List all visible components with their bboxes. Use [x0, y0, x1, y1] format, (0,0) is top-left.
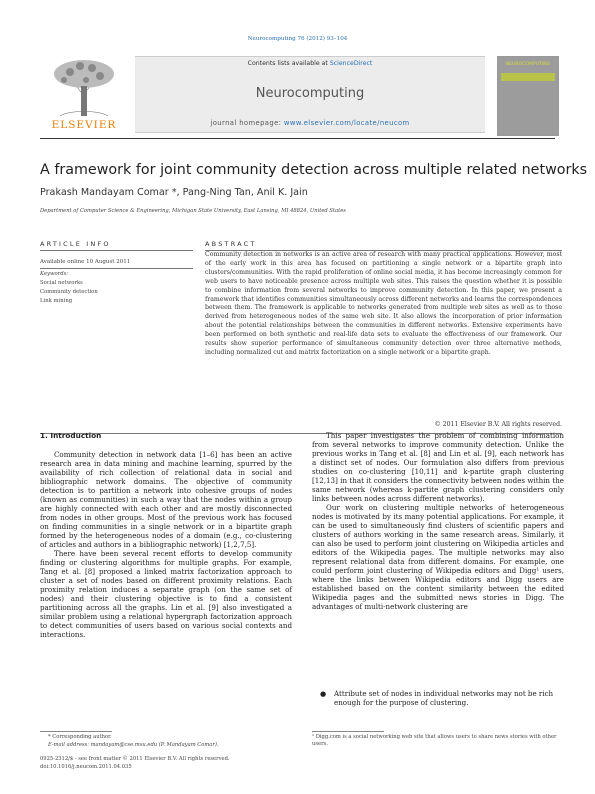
running-header[interactable]: Neurocomputing 76 (2012) 93–104 [247, 36, 348, 42]
paragraph: This paper investigates the problem of combining information from several networks to improve community detection. Unlike the previous works in Tang et al. [8] and Lin et al. [9], each network has a distinct set of nodes. Our formulation also differs from previous studies on co-clustering [10,11] and k-partite graph clustering [12,13] in that it considers the connectivity between nodes within the same network (whereas k-partite graph clustering considers only links between nodes across different networks). [312, 431, 564, 503]
cover-band [501, 73, 555, 81]
contents-line [135, 60, 485, 67]
paragraph: Our work on clustering multiple networks of heterogeneous nodes is motivated by its many potential applications. For example, it can be used to simultaneously find clusters of scientific papers and clusters of authors working in the same research areas. Similarly, it can also be used to perform joint clustering on Wikipedia articles and editors of the Wikipedia pages. The multiple networks may also represent relational data from different domains. For example, one could perform joint clustering of Wikipedia editors and Digg¹ users, where the links between Wikipedia editors and Digg users are established based on the content similarity between the edited Wikipedia pages and the submitted news stories in Digg. The advantages of multi-network clustering are [312, 503, 564, 611]
bullet-dot-icon: ● [320, 689, 327, 698]
cover-title: NEUROCOMPUTING [505, 62, 551, 67]
available-online: Available online 10 August 2011 [40, 259, 131, 265]
paragraph: Community detection in network data [1–6] has been an active research area in data mining and machine learning, spurred by the availability of rich collection of relational data in social and bibliographic network domains. The objective of community detection is to partition a network into cohesive groups of nodes (known as communities) in such a way that the nodes within a group are highly connected with each other and are mostly disconnected from nodes in other groups. Most of the previous work has focused on finding communities in a single network or in a bipartite graph formed by the heterogeneous nodes of a domain (e.g., co-clustering of articles and authors in a bibliographic network) [1,2,7,5]. [40, 450, 292, 549]
copyright: © 2011 Elsevier B.V. All rights reserved. [434, 421, 562, 428]
section-title: 1. Introduction [40, 431, 102, 440]
article-info-rule [40, 250, 193, 251]
header-rule [40, 138, 555, 139]
elsevier-logo: ELSEVIER [51, 119, 117, 131]
doi-link[interactable]: doi:10.1016/j.neucom.2011.04.035 [40, 764, 132, 770]
bullet-text: Attribute set of nodes in individual networks may not be rich enough for the purpose of clustering. [334, 689, 554, 707]
article-info-heading: ARTICLE INFO [40, 240, 111, 248]
paragraph: There have been several recent efforts to develop community finding or clustering algorithms for multiple graphs. For example, Tang et al. [8] proposed a linked matrix factorization approach to cluster a set of nodes based on different proximity relations. Each proximity relation induces a separate graph (on the same set of nodes) and their clustering objective is to find a consistent partitioning across all the graphs. Lin et al. [9] also investigated a similar problem using a relational hypergraph factorization approach to detect communities of users based on various social contexts and interactions. [40, 549, 292, 639]
footnote-rule [40, 731, 112, 732]
bullet-item [312, 689, 564, 707]
issn-line: 0925-2312/$ - see front matter © 2011 Elsevier B.V. All rights reserved. [40, 756, 230, 762]
email-footnote[interactable]: E-mail address: mandayam@cse.msu.edu (P. Mandayam Comar). [48, 742, 219, 748]
journal-homepage [135, 119, 485, 127]
right-column [312, 431, 564, 611]
affiliation: Department of Computer Science & Engineering, Michigan State University, East Lansing, MI 48824, United States [40, 208, 346, 214]
keyword-item: Community detection [40, 289, 98, 295]
sciencedirect-link[interactable]: ScienceDirect [329, 60, 373, 67]
corresponding-author: * Corresponding author. [48, 734, 112, 740]
digg-footnote: ¹ Digg.com is a social networking web site that allows users to share news stories with other users. [312, 734, 557, 748]
contents-prefix: Contents lists available at [247, 60, 330, 67]
homepage-link[interactable]: www.elsevier.com/locate/neucom [283, 119, 410, 127]
left-column [40, 450, 292, 639]
article-info-rule-2 [40, 268, 193, 269]
footnote-rule-right [312, 731, 384, 732]
homepage-prefix: journal homepage: [210, 119, 284, 127]
authors: Prakash Mandayam Comar *, Pang-Ning Tan, Anil K. Jain [40, 187, 308, 198]
journal-name: Neurocomputing [255, 86, 365, 101]
article-title: A framework for joint community detection across multiple related networks [40, 162, 588, 178]
abstract-heading: ABSTRACT [205, 240, 257, 248]
abstract-text: Community detection in networks is an active area of research with many practical applications. However, most of the early work in this area has focused on partitioning a single network or a bipartite graph into clusters/communities. With the rapid proliferation of online social media, it has become increasingly common for web users to have noticeable presence across multiple web sites. This raises the question whether it is possible to combine information from several networks to improve community detection. In this paper, we present a framework that identifies communities simultaneously across different networks and learns the correspondences between them. The framework is applicable to networks generated from multiple web sites as well as to those derived from heterogeneous nodes of the same web site. It also allows the incorporation of prior information about the potential relationships between the communities in different networks. Extensive experiments have been performed on both synthetic and real-life data sets to evaluate the effectiveness of our framework. Our results show superior performance of simultaneous community detection over three alternative methods, including normalized cut and matrix factorization on a single network or a bipartite graph. [205, 251, 562, 356]
keyword-item: Link mining [40, 298, 73, 304]
keywords-label: Keywords: [40, 271, 69, 277]
journal-cover-thumbnail[interactable] [497, 56, 559, 136]
keyword-item: Social networks [40, 280, 83, 286]
